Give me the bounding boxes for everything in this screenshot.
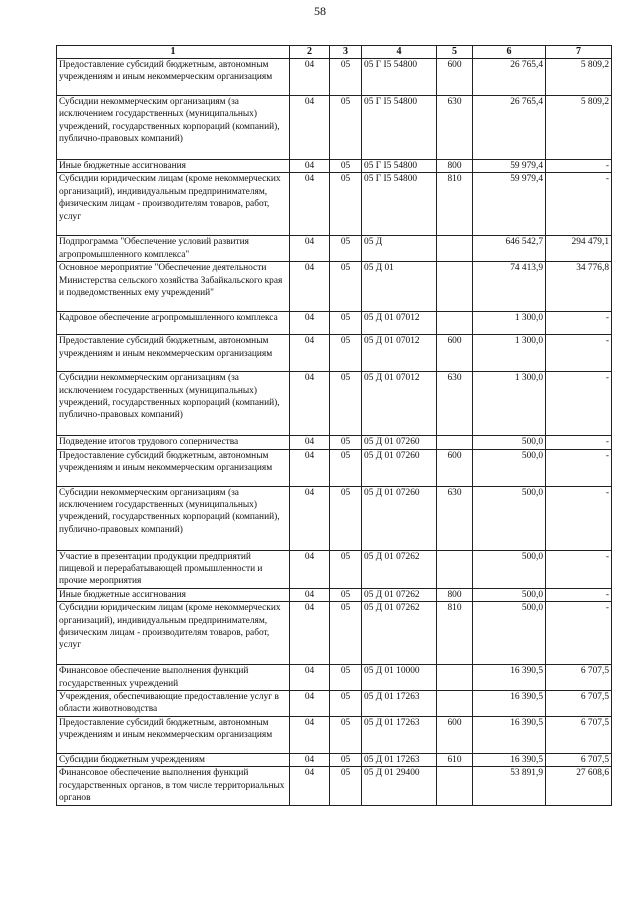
expense-type-code — [437, 550, 473, 588]
section-code: 04 — [290, 160, 330, 173]
row-name: Субсидии юридическим лицам (кроме некоммерческих организаций), индивидуальным предпринимателям, физическим лицам - производителям товаров, работ, услуг — [57, 602, 290, 665]
table-row — [57, 588, 612, 601]
table-row — [57, 753, 612, 766]
amount-col6: 500,0 — [473, 449, 546, 486]
table-row — [57, 59, 612, 96]
column-header: 4 — [362, 46, 437, 59]
section-code: 04 — [290, 691, 330, 717]
subsection-code: 05 — [330, 449, 362, 486]
section-code: 04 — [290, 602, 330, 665]
amount-col6: 646 542,7 — [473, 236, 546, 262]
expense-type-code — [437, 665, 473, 691]
section-code: 04 — [290, 236, 330, 262]
target-article-code: 05 Д 01 07260 — [362, 449, 437, 486]
section-code: 04 — [290, 449, 330, 486]
target-article-code: 05 Д 01 07262 — [362, 602, 437, 665]
column-header: 6 — [473, 46, 546, 59]
subsection-code: 05 — [330, 59, 362, 96]
subsection-code: 05 — [330, 262, 362, 312]
subsection-code: 05 — [330, 173, 362, 236]
amount-col6: 500,0 — [473, 436, 546, 449]
row-name: Субсидии некоммерческим организациям (за исключением государственных (муниципальных) учреждений, государственных корпораций (компаний), публично-правовых компаний) — [57, 372, 290, 436]
target-article-code: 05 Д 01 29400 — [362, 767, 437, 805]
target-article-code: 05 Д 01 07260 — [362, 486, 437, 550]
target-article-code: 05 Д — [362, 236, 437, 262]
subsection-code: 05 — [330, 550, 362, 588]
section-code: 04 — [290, 753, 330, 766]
subsection-code: 05 — [330, 753, 362, 766]
amount-col7: 34 776,8 — [546, 262, 612, 312]
target-article-code: 05 Д 01 07260 — [362, 436, 437, 449]
subsection-code: 05 — [330, 312, 362, 335]
table-row — [57, 335, 612, 372]
amount-col6: 16 390,5 — [473, 691, 546, 717]
target-article-code: 05 Д 01 — [362, 262, 437, 312]
subsection-code: 05 — [330, 436, 362, 449]
section-code: 04 — [290, 312, 330, 335]
table-row — [57, 486, 612, 550]
column-header: 2 — [290, 46, 330, 59]
table-row — [57, 767, 612, 805]
subsection-code: 05 — [330, 236, 362, 262]
amount-col6: 59 979,4 — [473, 160, 546, 173]
subsection-code: 05 — [330, 372, 362, 436]
column-header: 1 — [57, 46, 290, 59]
expense-type-code: 600 — [437, 335, 473, 372]
amount-col7: 5 809,2 — [546, 96, 612, 160]
page-number: 58 — [314, 4, 326, 18]
table-row — [57, 160, 612, 173]
section-code: 04 — [290, 767, 330, 805]
section-code: 04 — [290, 372, 330, 436]
amount-col7: 6 707,5 — [546, 691, 612, 717]
target-article-code: 05 Д 01 07012 — [362, 335, 437, 372]
amount-col6: 53 891,9 — [473, 767, 546, 805]
section-code: 04 — [290, 262, 330, 312]
expense-type-code — [437, 312, 473, 335]
expense-type-code — [437, 767, 473, 805]
row-name: Иные бюджетные ассигнования — [57, 588, 290, 601]
section-code: 04 — [290, 665, 330, 691]
row-name: Финансовое обеспечение выполнения функций государственных органов, в том числе территориальных органов — [57, 767, 290, 805]
table-row — [57, 436, 612, 449]
section-code: 04 — [290, 716, 330, 753]
target-article-code: 05 Д 01 07012 — [362, 312, 437, 335]
row-name: Иные бюджетные ассигнования — [57, 160, 290, 173]
amount-col6: 16 390,5 — [473, 753, 546, 766]
row-name: Предоставление субсидий бюджетным, автономным учреждениям и иным некоммерческим организациям — [57, 716, 290, 753]
amount-col7: - — [546, 588, 612, 601]
column-header: 5 — [437, 46, 473, 59]
section-code: 04 — [290, 486, 330, 550]
expense-type-code: 630 — [437, 372, 473, 436]
subsection-code: 05 — [330, 602, 362, 665]
expense-type-code: 800 — [437, 588, 473, 601]
target-article-code: 05 Г I5 54800 — [362, 59, 437, 96]
target-article-code: 05 Д 01 10000 — [362, 665, 437, 691]
section-code: 04 — [290, 173, 330, 236]
table-row — [57, 602, 612, 665]
target-article-code: 05 Д 01 07262 — [362, 550, 437, 588]
subsection-code: 05 — [330, 691, 362, 717]
row-name: Предоставление субсидий бюджетным, автономным учреждениям и иным некоммерческим организациям — [57, 335, 290, 372]
amount-col7: - — [546, 312, 612, 335]
expense-type-code — [437, 236, 473, 262]
row-name: Кадровое обеспечение агропромышленного комплекса — [57, 312, 290, 335]
budget-table — [56, 45, 612, 806]
amount-col6: 1 300,0 — [473, 312, 546, 335]
section-code: 04 — [290, 96, 330, 160]
amount-col7: - — [546, 486, 612, 550]
target-article-code: 05 Д 01 07262 — [362, 588, 437, 601]
row-name: Подведение итогов трудового соперничества — [57, 436, 290, 449]
row-name: Подпрограмма "Обеспечение условий развития агропромышленного комплекса" — [57, 236, 290, 262]
row-name: Финансовое обеспечение выполнения функций государственных учреждений — [57, 665, 290, 691]
expense-type-code: 630 — [437, 486, 473, 550]
section-code: 04 — [290, 335, 330, 372]
target-article-code: 05 Д 01 17263 — [362, 753, 437, 766]
amount-col6: 1 300,0 — [473, 372, 546, 436]
amount-col7: 5 809,2 — [546, 59, 612, 96]
expense-type-code: 800 — [437, 160, 473, 173]
amount-col6: 26 765,4 — [473, 96, 546, 160]
amount-col6: 26 765,4 — [473, 59, 546, 96]
row-name: Предоставление субсидий бюджетным, автономным учреждениям и иным некоммерческим организациям — [57, 449, 290, 486]
expense-type-code — [437, 262, 473, 312]
amount-col7: - — [546, 602, 612, 665]
subsection-code: 05 — [330, 486, 362, 550]
amount-col7: 27 608,6 — [546, 767, 612, 805]
subsection-code: 05 — [330, 588, 362, 601]
table-row — [57, 236, 612, 262]
table-row — [57, 691, 612, 717]
amount-col7: 294 479,1 — [546, 236, 612, 262]
amount-col6: 500,0 — [473, 588, 546, 601]
section-code: 04 — [290, 550, 330, 588]
table-row — [57, 372, 612, 436]
section-code: 04 — [290, 588, 330, 601]
table-row — [57, 96, 612, 160]
expense-type-code: 810 — [437, 173, 473, 236]
amount-col6: 500,0 — [473, 602, 546, 665]
amount-col7: - — [546, 160, 612, 173]
section-code: 04 — [290, 59, 330, 96]
subsection-code: 05 — [330, 716, 362, 753]
row-name: Предоставление субсидий бюджетным, автономным учреждениям и иным некоммерческим организациям — [57, 59, 290, 96]
target-article-code: 05 Г I5 54800 — [362, 96, 437, 160]
expense-type-code: 630 — [437, 96, 473, 160]
amount-col6: 1 300,0 — [473, 335, 546, 372]
table-body — [57, 59, 612, 806]
target-article-code: 05 Г I5 54800 — [362, 160, 437, 173]
column-header: 3 — [330, 46, 362, 59]
table-row — [57, 312, 612, 335]
row-name: Учреждения, обеспечивающие предоставление услуг в области животноводства — [57, 691, 290, 717]
amount-col7: - — [546, 173, 612, 236]
row-name: Субсидии некоммерческим организациям (за исключением государственных (муниципальных) учреждений, государственных корпораций (компаний), публично-правовых компаний) — [57, 96, 290, 160]
expense-type-code — [437, 436, 473, 449]
target-article-code: 05 Д 01 07012 — [362, 372, 437, 436]
expense-type-code — [437, 691, 473, 717]
table-row — [57, 262, 612, 312]
amount-col7: - — [546, 436, 612, 449]
table-row — [57, 665, 612, 691]
expense-type-code: 600 — [437, 449, 473, 486]
subsection-code: 05 — [330, 96, 362, 160]
expense-type-code: 810 — [437, 602, 473, 665]
amount-col6: 59 979,4 — [473, 173, 546, 236]
row-name: Субсидии бюджетным учреждениям — [57, 753, 290, 766]
expense-type-code: 610 — [437, 753, 473, 766]
amount-col7: 6 707,5 — [546, 753, 612, 766]
table-row — [57, 173, 612, 236]
table-header-row — [57, 46, 612, 59]
amount-col7: - — [546, 550, 612, 588]
amount-col7: - — [546, 335, 612, 372]
amount-col7: 6 707,5 — [546, 665, 612, 691]
table-row — [57, 716, 612, 753]
row-name: Субсидии юридическим лицам (кроме некоммерческих организаций), индивидуальным предпринимателям, физическим лицам - производителям товаров, работ, услуг — [57, 173, 290, 236]
amount-col6: 16 390,5 — [473, 716, 546, 753]
amount-col7: - — [546, 449, 612, 486]
expense-type-code: 600 — [437, 59, 473, 96]
amount-col7: 6 707,5 — [546, 716, 612, 753]
target-article-code: 05 Г I5 54800 — [362, 173, 437, 236]
amount-col6: 74 413,9 — [473, 262, 546, 312]
amount-col6: 500,0 — [473, 486, 546, 550]
section-code: 04 — [290, 436, 330, 449]
target-article-code: 05 Д 01 17263 — [362, 691, 437, 717]
subsection-code: 05 — [330, 335, 362, 372]
subsection-code: 05 — [330, 767, 362, 805]
table-row — [57, 449, 612, 486]
subsection-code: 05 — [330, 665, 362, 691]
row-name: Участие в презентации продукции предприятий пищевой и перерабатывающей промышленности и прочие мероприятия — [57, 550, 290, 588]
column-header: 7 — [546, 46, 612, 59]
amount-col6: 16 390,5 — [473, 665, 546, 691]
expense-type-code: 600 — [437, 716, 473, 753]
amount-col6: 500,0 — [473, 550, 546, 588]
amount-col7: - — [546, 372, 612, 436]
subsection-code: 05 — [330, 160, 362, 173]
target-article-code: 05 Д 01 17263 — [362, 716, 437, 753]
row-name: Субсидии некоммерческим организациям (за исключением государственных (муниципальных) учреждений, государственных корпораций (компаний), публично-правовых компаний) — [57, 486, 290, 550]
row-name: Основное мероприятие "Обеспечение деятельности Министерства сельского хозяйства Забайкальского края и подведомственных ему учреждений" — [57, 262, 290, 312]
table-row — [57, 550, 612, 588]
